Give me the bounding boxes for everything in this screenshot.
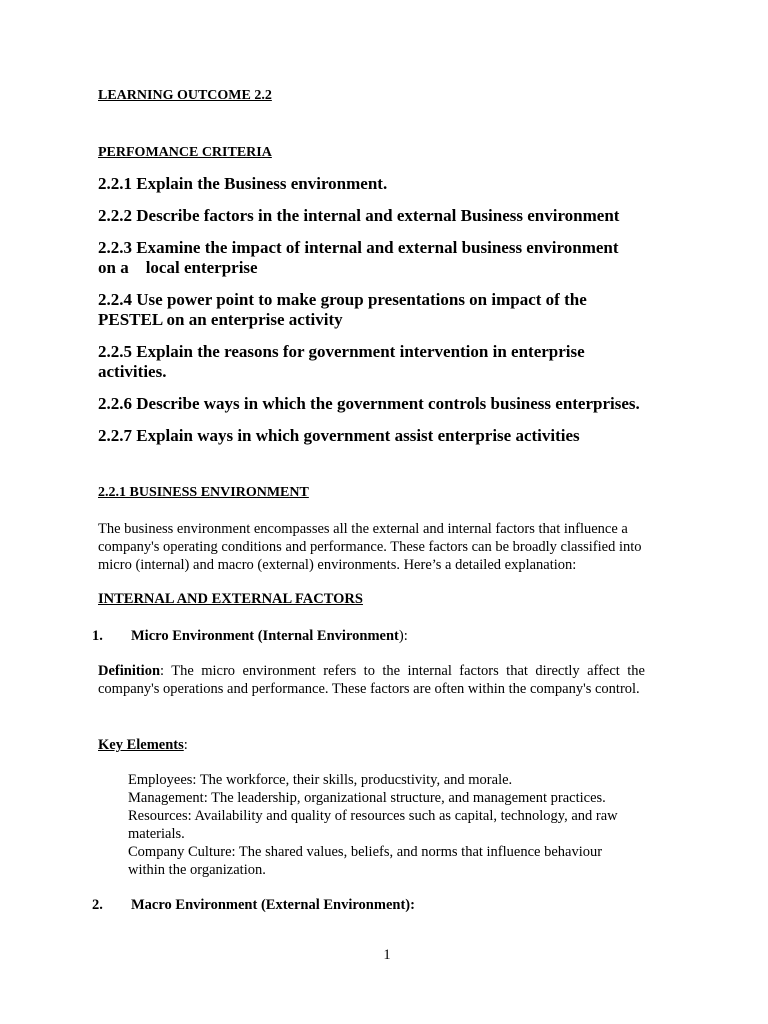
- criterion-2-2-5: 2.2.5 Explain the reasons for government intervention in enterprise: [98, 342, 585, 361]
- factors-heading: INTERNAL AND EXTERNAL FACTORS: [98, 591, 363, 607]
- element-company-culture-continued: within the organization.: [128, 862, 266, 878]
- performance-criteria-heading: PERFOMANCE CRITERIA: [98, 145, 272, 160]
- micro-environment-title: Micro Environment (Internal Environment: [131, 628, 399, 644]
- intro-paragraph: The business environment encompasses all the external and internal factors that influence a company's operating conditions and performance. These factors can be broadly classified into micro (internal) and macro (external) environments. Here’s a detailed explanation:: [98, 521, 642, 573]
- item-2-number: 2.: [92, 897, 103, 913]
- key-elements-suffix: :: [183, 737, 188, 753]
- element-resources: Resources: Availability and quality of resources such as capital, technology, and raw: [128, 808, 618, 824]
- key-elements-list: [128, 771, 668, 879]
- item-1-title: [131, 628, 408, 645]
- definition-label: Definition: [98, 663, 161, 679]
- micro-environment-title-suffix: ):: [398, 628, 408, 644]
- element-management: Management: The leadership, organizational structure, and management practices.: [128, 790, 606, 806]
- item-1-number: 1.: [92, 628, 103, 644]
- criterion-2-2-7: 2.2.7 Explain ways in which government assist enterprise activities: [98, 426, 580, 445]
- criterion-2-2-6: 2.2.6 Describe ways in which the government controls business enterprises.: [98, 394, 640, 413]
- learning-outcome-heading: LEARNING OUTCOME 2.2: [98, 88, 272, 103]
- definition-text: : The micro environment refers to the internal factors that directly affect the company's operations and performance. These factors are often within the company's control.: [98, 663, 645, 697]
- key-elements-label: Key Elements: [98, 737, 184, 753]
- definition-paragraph: [98, 662, 645, 698]
- criterion-2-2-2: 2.2.2 Describe factors in the internal and external Business environment: [98, 206, 620, 225]
- element-employees: Employees: The workforce, their skills, producstivity, and morale.: [128, 772, 513, 788]
- criterion-2-2-1: 2.2.1 Explain the Business environment.: [98, 174, 388, 193]
- element-company-culture: Company Culture: The shared values, beliefs, and norms that influence behaviour: [128, 844, 603, 860]
- element-resources-continued: materials.: [128, 826, 185, 842]
- criterion-2-2-3-continued: on a local enterprise: [98, 258, 258, 277]
- criterion-2-2-3: 2.2.3 Examine the impact of internal and external business environment: [98, 238, 619, 257]
- key-elements-heading: [98, 736, 188, 754]
- macro-environment-title: Macro Environment (External Environment):: [131, 897, 415, 913]
- criterion-2-2-4-continued: PESTEL on an enterprise activity: [98, 310, 343, 329]
- criterion-2-2-4: 2.2.4 Use power point to make group presentations on impact of the: [98, 290, 587, 309]
- business-environment-heading: 2.2.1 BUSINESS ENVIRONMENT: [98, 485, 309, 500]
- page-number: 1: [383, 947, 391, 963]
- criterion-2-2-5-continued: activities.: [98, 362, 167, 381]
